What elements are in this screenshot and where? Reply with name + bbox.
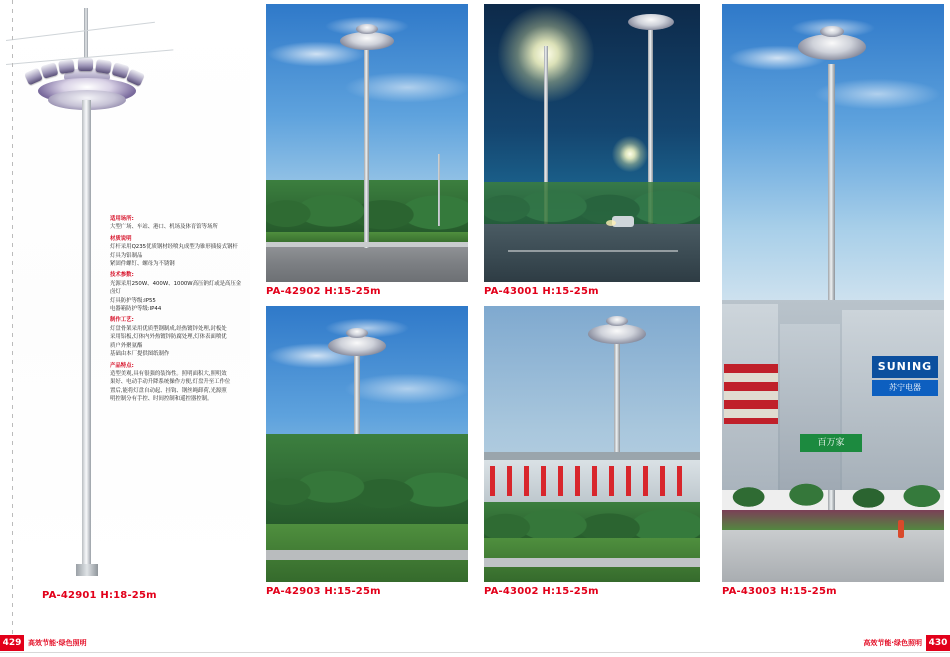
roadside-kerb: [266, 242, 468, 247]
pole-shaft: [82, 100, 91, 570]
spec-features-line3: 置后,能将灯盘自动起、挂钩、钢丝绳卸荷,光源照: [110, 387, 227, 394]
spec-applications-line1: 大型广场、车站、港口、机场及体育馆等场所: [110, 224, 218, 231]
specification-text: [110, 212, 258, 404]
spec-process-line4: 基础由本厂提供图纸制作: [110, 351, 170, 358]
pole-top-mast: [84, 8, 88, 62]
page-spine: [12, 0, 13, 635]
spec-parameters-line1: 光源采用250W、400W、1000W高压钠灯或是高压金: [110, 280, 242, 287]
flower-bed: [722, 510, 944, 532]
product-photo-pa43003: [722, 4, 944, 582]
caption-pa43001: PA-43001 H:15-25m: [484, 286, 599, 297]
lamp-crown: [606, 316, 628, 326]
sign-suning-cn: [872, 380, 938, 396]
spec-parameters-line4: 电器箱防护等级:IP44: [110, 306, 162, 313]
floodlight-4: [78, 58, 93, 71]
spec-features-line4: 明控制分有手控、时间控制和遥控器控制。: [110, 396, 213, 403]
product-photo-pa43002: [484, 306, 700, 582]
sign-red-banner: [724, 364, 778, 424]
sign-suning-cn-label: 苏宁电器: [889, 383, 921, 392]
product-photo-pa42901: [6, 4, 258, 586]
product-photo-pa42902: [266, 4, 468, 282]
page-footer: [0, 635, 950, 657]
caption-pa43002: PA-43002 H:15-25m: [484, 586, 599, 597]
overhead-wire-1: [6, 22, 155, 41]
spec-material-title: 材质说明: [110, 235, 132, 242]
lamp-head: [328, 336, 386, 356]
spec-features-line2: 果好、电动手动升降系统操作方便,灯盘升至工作位: [110, 379, 231, 386]
distant-pole: [438, 154, 440, 226]
floodlight-3: [58, 59, 75, 74]
building-roofline: [484, 452, 700, 460]
caption-pa42903: PA-42903 H:15-25m: [266, 586, 381, 597]
road-surface: [484, 224, 700, 282]
floodlight-2: [40, 62, 58, 79]
spec-process-title: 制作工艺:: [110, 317, 134, 324]
footer-text-left: 高效节能·绿色照明: [28, 639, 87, 647]
footer-text-right: 高效节能·绿色照明: [863, 639, 922, 647]
caption-pa43003: PA-43003 H:15-25m: [722, 586, 837, 597]
building-mid: [780, 324, 840, 490]
spec-material-line2: 灯具为铝制品: [110, 252, 143, 259]
spec-features-line1: 造型美观,具有很强的装饰性。照明面积大,照明效: [110, 370, 227, 377]
path: [266, 550, 468, 560]
building-right: [842, 310, 944, 490]
spec-process-line1: 灯盘骨架采用优质型钢制成,经热镀锌处理,封板处: [110, 325, 227, 332]
sign-wanjia: [800, 434, 862, 452]
page-number-right: 430: [926, 635, 950, 651]
vehicle-headlight-glow: [606, 220, 616, 226]
sign-suning: [872, 356, 938, 378]
footer-divider: [0, 652, 950, 653]
spec-applications-title: 适用场所:: [110, 216, 134, 222]
flag-row: [490, 466, 694, 496]
lamp-crown: [820, 26, 844, 37]
lamp-crown: [356, 24, 378, 34]
floodlight-1: [24, 68, 43, 86]
left-product-block: [6, 4, 258, 600]
spec-parameters-title: 技术参数:: [110, 272, 134, 279]
road-marking: [508, 250, 678, 252]
lamp-head: [588, 324, 646, 344]
path: [484, 558, 700, 567]
product-photo-pa43001: [484, 4, 700, 282]
caption-pa42902: PA-42902 H:15-25m: [266, 286, 381, 297]
lamp-head: [340, 32, 394, 50]
spec-process-line2: 采用铝板,灯体内外热镀锌防腐处理,灯体表面喷优: [110, 334, 227, 341]
tree-line: [484, 182, 700, 226]
lamp-glow-secondary: [612, 136, 648, 172]
spec-parameters-line3: 灯具防护等级:IP55: [110, 297, 156, 304]
spec-process-line3: 质户外聚氨酯: [110, 342, 143, 349]
page-number-left: 429: [0, 635, 24, 651]
spec-parameters-line2: 卤灯: [110, 289, 121, 296]
lamp-crown: [346, 328, 368, 338]
spec-material-line1: 灯杆采用Q235优质钢材经喷丸成型为锥形插接式钢杆: [110, 244, 238, 251]
pedestrian: [898, 520, 904, 538]
sign-suning-label: SUNING: [877, 360, 933, 373]
floodlight-5: [95, 59, 112, 74]
sign-wanjia-label: 百万家: [817, 438, 845, 448]
lamp-head: [798, 34, 866, 60]
spec-features-title: 产品特点:: [110, 362, 134, 369]
caption-pa42901: PA-42901 H:18-25m: [42, 590, 157, 601]
pavement: [722, 530, 944, 582]
pole-shaft: [364, 50, 369, 248]
tree-line: [266, 434, 468, 530]
spec-material-line3: 紧固件螺钉、螺母为不锈钢: [110, 261, 175, 268]
pole-base: [76, 564, 98, 576]
product-photo-pa42903: [266, 306, 468, 582]
lamp-head-right: [628, 14, 674, 30]
